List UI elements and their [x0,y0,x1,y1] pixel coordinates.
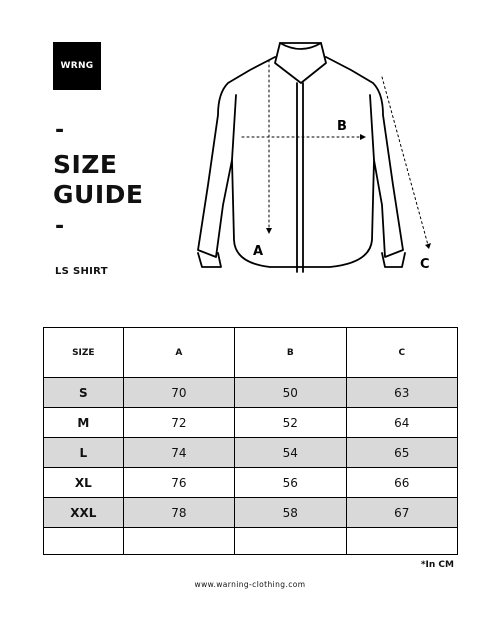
shirt-left-sleeve-seam [232,95,236,160]
size-cell: L [44,438,124,468]
empty-cell [44,528,124,555]
header-a: A [123,328,234,378]
shirt-collar-inner [280,43,321,49]
value-b-cell: 58 [235,498,346,528]
size-table [43,327,458,555]
unit-note: *In CM [420,560,454,570]
measure-label-a: A [253,244,264,259]
value-c-cell: 63 [346,378,457,408]
value-b-cell: 54 [235,438,346,468]
shirt-right-sleeve-seam [370,95,374,160]
empty-cell [235,528,346,555]
size-cell: XXL [44,498,124,528]
table-row [44,408,458,438]
brand-logo [53,42,101,90]
footer-url[interactable]: www.warning-clothing.com [194,580,306,589]
product-name: LS SHIRT [55,266,108,277]
header-b: B [235,328,346,378]
page-title-line-1: SIZE [53,150,118,179]
table-row [44,438,458,468]
heading-dash-bottom: - [55,214,65,239]
page-title-line-2: GUIDE [53,180,144,209]
measure-arrow-a [266,228,272,234]
shirt-placket [297,83,303,272]
shirt-body-outline [198,57,403,267]
empty-cell [123,528,234,555]
value-c-cell: 67 [346,498,457,528]
value-a-cell: 78 [123,498,234,528]
size-cell: XL [44,468,124,498]
shirt-diagram [180,35,450,280]
heading-dash-top: - [55,118,65,143]
value-b-cell: 50 [235,378,346,408]
size-cell: S [44,378,124,408]
table-row [44,378,458,408]
empty-cell [346,528,457,555]
size-cell: M [44,408,124,438]
table-row [44,498,458,528]
header-size: SIZE [44,328,124,378]
value-a-cell: 74 [123,438,234,468]
value-a-cell: 72 [123,408,234,438]
measure-arrow-b [360,134,366,140]
measure-label-c: C [420,257,430,272]
value-c-cell: 64 [346,408,457,438]
size-table-header-row [44,328,458,378]
value-b-cell: 56 [235,468,346,498]
measure-label-b: B [337,119,347,134]
value-c-cell: 66 [346,468,457,498]
value-a-cell: 76 [123,468,234,498]
measure-arrow-c [425,243,431,249]
table-row [44,468,458,498]
header-c: C [346,328,457,378]
value-c-cell: 65 [346,438,457,468]
value-b-cell: 52 [235,408,346,438]
brand-logo-text: WRNG [60,61,94,71]
value-a-cell: 70 [123,378,234,408]
table-row-empty [44,528,458,555]
